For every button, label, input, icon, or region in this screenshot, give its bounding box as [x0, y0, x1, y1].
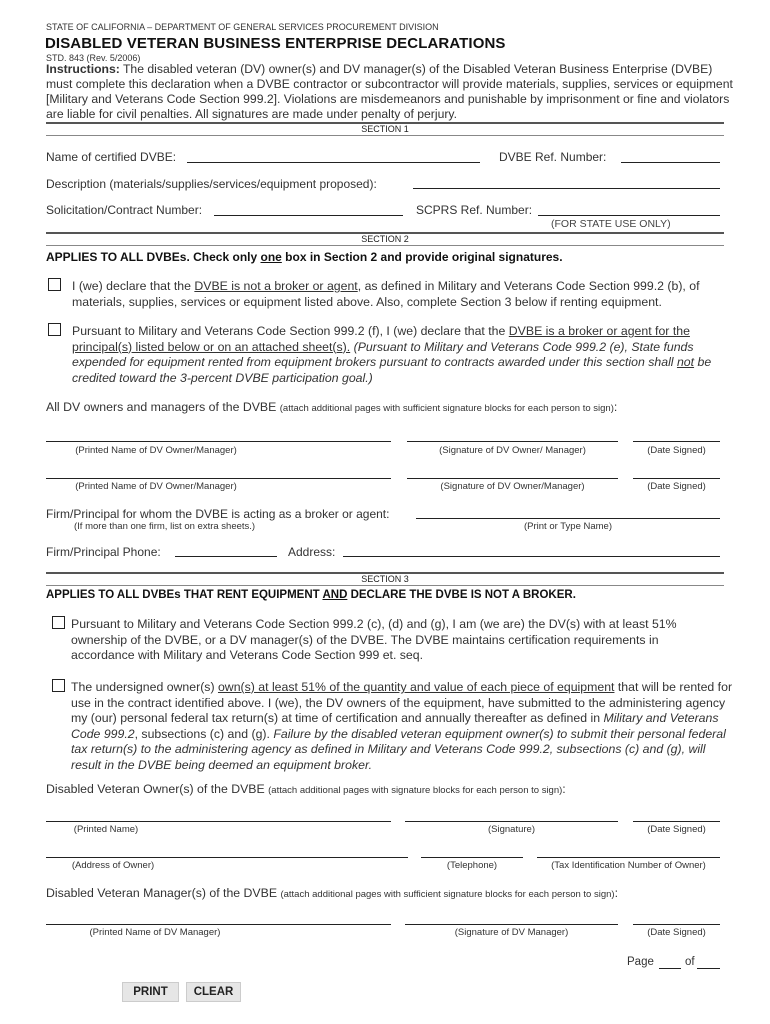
s3-opt2-c: , subsections (c) and (g). — [134, 726, 274, 741]
page-label: Page — [627, 956, 654, 968]
instructions — [46, 62, 740, 122]
opt2-i2: be credited toward the 3-percent DVBE participation goal.) — [72, 355, 712, 385]
dvbe-name-field[interactable] — [187, 162, 480, 163]
section3-heading — [46, 589, 576, 601]
section2-label: SECTION 2 — [361, 234, 409, 244]
owners-note: (attach additional pages with sufficient signature blocks for each person to sign) — [279, 403, 614, 414]
solicitation-field[interactable] — [214, 215, 403, 216]
cap-signature-2: (Signature of DV Owner/Manager) — [440, 481, 585, 492]
cap-manager-signature: (Signature of DV Manager) — [454, 927, 569, 938]
cap-owner-tax-id: (Tax Identification Number of Owner) — [551, 860, 706, 871]
cap-owner-date: (Date Signed) — [647, 824, 706, 835]
of-label: of — [685, 956, 695, 968]
not-broker-checkbox[interactable] — [48, 278, 61, 291]
owner-colon: : — [562, 782, 566, 796]
dv-owner-printed-name-2[interactable] — [46, 478, 391, 479]
section2-bar — [46, 232, 724, 246]
opt1-u: DVBE is not a broker or agent — [194, 279, 358, 293]
opt1-a: I (we) declare that the — [72, 279, 195, 293]
opt1-b: , as defined in Military and Veterans Code Section 999.2 (b), of materials, supplies, services or equipment listed above. Also, complete Section 3 below if renting equipment. — [72, 279, 700, 309]
broker-checkbox[interactable] — [48, 323, 61, 336]
owner-signature-field[interactable] — [405, 821, 618, 822]
cap-date-1: (Date Signed) — [647, 445, 706, 456]
section3-heading-a: APPLIES TO ALL DVBEs THAT RENT EQUIPMENT — [46, 589, 323, 601]
section3-label: SECTION 3 — [361, 574, 409, 584]
manager-label-line — [46, 886, 618, 900]
owner-note: (attach additional pages with signature blocks for each person to sign) — [268, 785, 563, 796]
section2-heading-b: box in Section 2 and provide original signatures. — [281, 250, 563, 264]
cap-owner-phone: (Telephone) — [446, 860, 498, 871]
cap-manager-date: (Date Signed) — [647, 927, 706, 938]
not-broker-text — [72, 279, 732, 310]
owners-label-line — [46, 400, 617, 414]
opt2-a: Pursuant to Military and Veterans Code Section 999.2 (f), I (we) declare that the — [72, 324, 509, 338]
owner-phone-field[interactable] — [421, 857, 523, 858]
dv-ownership-text: Pursuant to Military and Veterans Code Section 999.2 (c), (d) and (g), I am (we are) the DV(s) with at least 51% ownership of the DVBE, or a DV manager(s) of the DVBE. The DVBE maintains certification requirements in accordance with Military and Veterans Code Section 999 et. seq. — [71, 617, 677, 662]
section1-label: SECTION 1 — [361, 124, 409, 134]
cap-printed-1: (Printed Name of DV Owner/Manager) — [75, 445, 237, 456]
manager-colon: : — [614, 886, 618, 900]
manager-date-field[interactable] — [633, 924, 720, 925]
firm-name-field[interactable] — [416, 518, 720, 519]
s3-opt2-i2: Failure by the disabled veteran equipment owner(s) to submit their personal federal tax return(s) to the administering agency as defined in Military and Veterans Code 999.2, subsections (c) and (g), will result in the DVBE being deemed an equipment broker. — [71, 726, 726, 772]
equipment-owner-text — [71, 680, 735, 773]
section1-bar — [46, 122, 724, 136]
firm-address-field[interactable] — [343, 556, 720, 557]
scprs-field[interactable] — [538, 215, 720, 216]
owner-printed-name-field[interactable] — [46, 821, 391, 822]
cap-signature-1: (Signature of DV Owner/ Manager) — [439, 445, 586, 456]
page-number-field[interactable] — [659, 968, 681, 969]
section2-heading-a: APPLIES TO ALL DVBEs. Check only — [46, 250, 261, 264]
manager-note: (attach additional pages with sufficient signature blocks for each person to sign) — [280, 889, 615, 900]
firm-note: (If more than one firm, list on extra sheets.) — [74, 521, 256, 532]
manager-label: Disabled Veteran Manager(s) of the DVBE — [46, 886, 278, 900]
opt2-not: not — [676, 355, 695, 369]
section3-heading-and: AND — [322, 589, 348, 601]
manager-signature-field[interactable] — [405, 924, 618, 925]
s3-opt2-i1: Military and Veterans Code 999.2 — [71, 711, 719, 741]
dv-owner-signature-1[interactable] — [407, 441, 618, 442]
dv-owner-date-2[interactable] — [633, 478, 720, 479]
cap-manager-printed: (Printed Name of DV Manager) — [89, 927, 221, 938]
dv-owner-date-1[interactable] — [633, 441, 720, 442]
cap-printed-2: (Printed Name of DV Owner/Manager) — [75, 481, 237, 492]
opt2-u: DVBE is a broker or agent for the principal(s) listed below or on an attached sheet(s). — [72, 324, 690, 354]
cap-owner-address: (Address of Owner) — [71, 860, 155, 871]
firm-phone-field[interactable] — [175, 556, 277, 557]
dvbe-ref-label: DVBE Ref. Number: — [499, 150, 607, 164]
s3-opt2-a: The undersigned owner(s) — [71, 680, 218, 694]
owner-address-field[interactable] — [46, 857, 408, 858]
dv-owner-signature-2[interactable] — [407, 478, 618, 479]
clear-button[interactable]: CLEAR — [186, 982, 241, 1002]
equipment-owner-checkbox[interactable] — [52, 679, 65, 692]
description-label: Description (materials/supplies/services/equipment proposed): — [46, 177, 377, 191]
owner-label: Disabled Veteran Owner(s) of the DVBE — [46, 782, 265, 796]
owners-label: All DV owners and managers of the DVBE — [46, 400, 277, 414]
section2-heading — [46, 250, 563, 264]
cap-date-2: (Date Signed) — [647, 481, 706, 492]
dvbe-ref-field[interactable] — [621, 162, 720, 163]
section3-heading-b: DECLARE THE DVBE IS NOT A BROKER. — [347, 589, 576, 601]
manager-printed-name-field[interactable] — [46, 924, 391, 925]
section2-heading-one: one — [260, 250, 282, 264]
instructions-label: Instructions: — [46, 62, 120, 76]
dvbe-name-label: Name of certified DVBE: — [46, 150, 177, 164]
owner-label-line — [46, 782, 566, 796]
broker-text — [72, 324, 736, 386]
firm-name-cap: (Print or Type Name) — [524, 521, 612, 532]
owner-date-field[interactable] — [633, 821, 720, 822]
dv-owner-printed-name-1[interactable] — [46, 441, 391, 442]
section3-bar — [46, 572, 724, 586]
dv-ownership-checkbox[interactable] — [52, 616, 65, 629]
agency-line: STATE OF CALIFORNIA – DEPARTMENT OF GENERAL SERVICES PROCUREMENT DIVISION — [46, 22, 439, 32]
solicitation-label: Solicitation/Contract Number: — [46, 203, 203, 217]
firm-phone-label: Firm/Principal Phone: — [46, 545, 161, 559]
description-field[interactable] — [413, 188, 720, 189]
firm-address-label: Address: — [288, 545, 336, 559]
firm-label: Firm/Principal for whom the DVBE is acting as a broker or agent: — [46, 507, 390, 521]
form-title: DISABLED VETERAN BUSINESS ENTERPRISE DECLARATIONS — [45, 35, 506, 52]
s3-opt2-b: that will be rented for use in the contract identified above. I (we), the DV owners of the equipment, have submitted to the administering agency my (our) personal federal tax return(s) at time of certification and annually thereafter as defined in — [71, 680, 733, 725]
page-total-field[interactable] — [697, 968, 720, 969]
state-use-note: (FOR STATE USE ONLY) — [551, 218, 671, 230]
owners-colon: : — [613, 400, 618, 414]
scprs-label: SCPRS Ref. Number: — [416, 203, 533, 217]
print-button[interactable]: PRINT — [122, 982, 179, 1002]
instructions-text: The disabled veteran (DV) owner(s) and DV manager(s) of the Disabled Veteran Business Enterprise (DVBE) must complete this declaration when a DVBE contractor or subcontractor will provide materials, supplies, services or equipment [Military and Veterans Code Section 999.2]. Violations are misdemeanors and punishable by imprisonment or fine and violators are liable for civil penalties. All signatures are made under penalty of perjury. — [46, 62, 733, 121]
s3-opt2-u: own(s) at least 51% of the quantity and value of each piece of equipment — [217, 680, 615, 694]
owner-tax-id-field[interactable] — [537, 857, 720, 858]
opt2-i1: (Pursuant to Military and Veterans Code 999.2 (e), State funds expended for equipment rented from equipment brokers pursuant to contracts awarded under this section shall — [72, 339, 694, 369]
cap-owner-printed: (Printed Name) — [73, 824, 139, 835]
cap-owner-signature: (Signature) — [488, 824, 535, 835]
form-number: STD. 843 (Rev. 5/2006) — [46, 53, 141, 63]
